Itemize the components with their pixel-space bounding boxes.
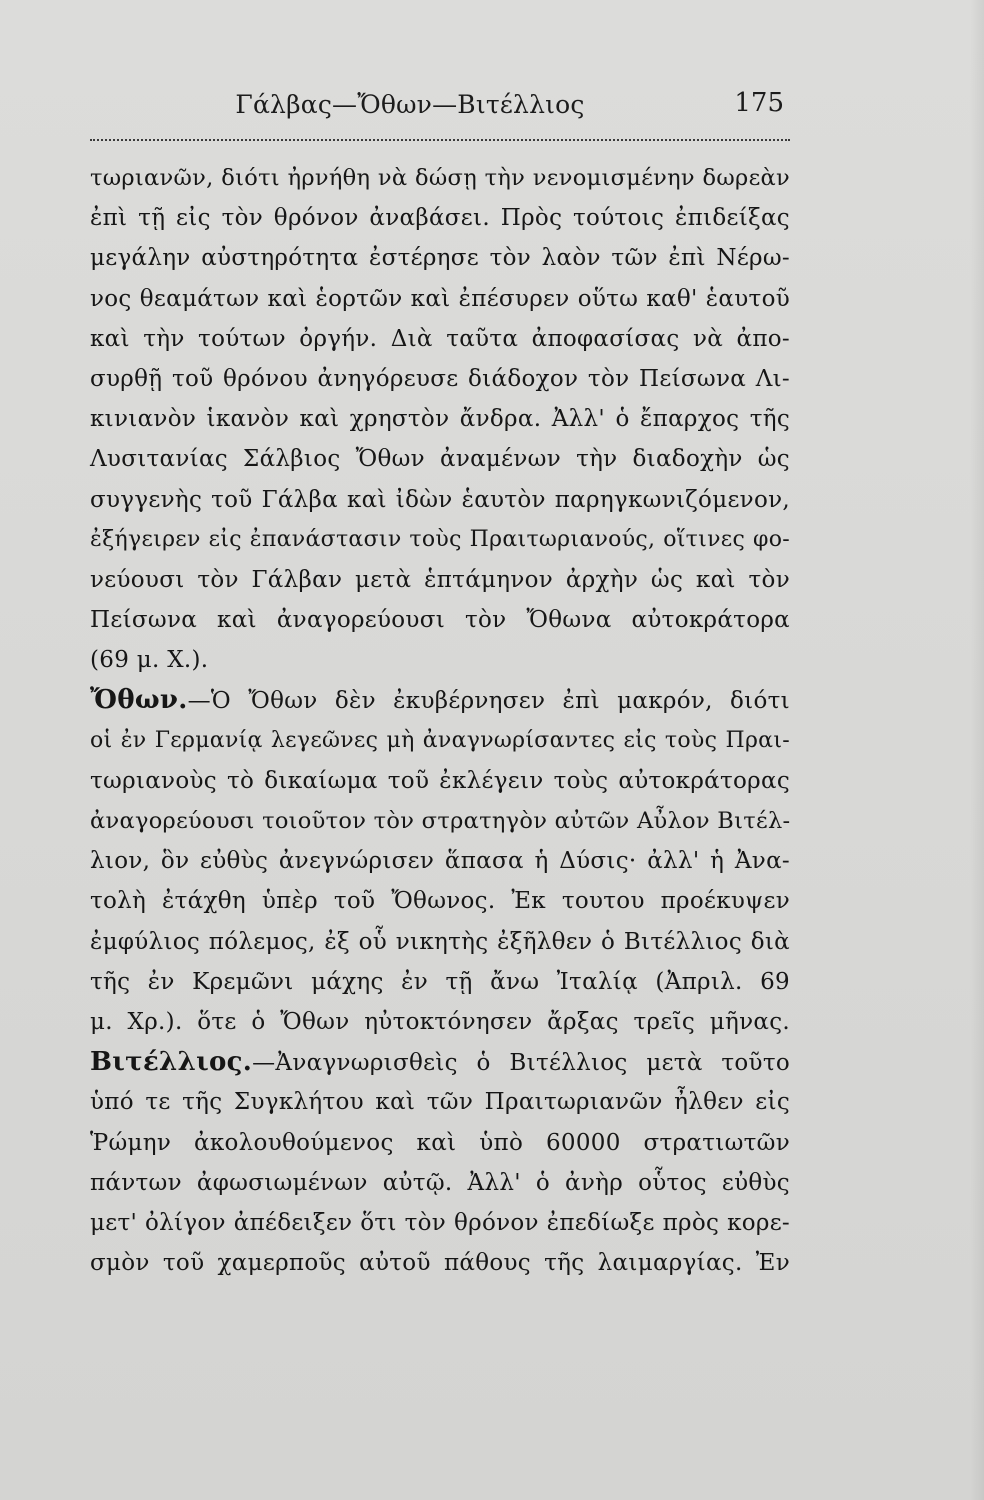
section-heading-vitellius: Βιτέλλιος. — [90, 1047, 253, 1078]
text-line: νος θεαμάτων καὶ ἑορτῶν καὶ ἐπέσυρεν οὕτω καθ' ἑαυτοῦ — [90, 285, 790, 312]
page-edge-shadow — [970, 0, 984, 1500]
running-title: Γάλβας—Ὄθων—Βιτέλλιος — [235, 90, 585, 119]
text-line: μεγάλην αὐστηρότητα ἐστέρησε τὸν λαὸν τῶν ἐπὶ Νέρω- — [90, 245, 790, 272]
text-line: πάντων ἀφωσιωμένων αὐτῷ. Ἀλλ' ὁ ἀνὴρ οὗτος εὐθὺς — [90, 1169, 790, 1196]
page-number: 175 — [734, 88, 784, 118]
text-line: Ῥώμην ἀκολουθούμενος καὶ ὑπὸ 60000 στρατιωτῶν — [90, 1129, 790, 1156]
header-dotted-rule — [90, 139, 790, 141]
body-text — [90, 158, 790, 1283]
text-line: ὑπό τε τῆς Συγκλήτου καὶ τῶν Πραιτωριανῶν ἦλθεν εἰς — [90, 1089, 790, 1116]
text-line: ἐμφύλιος πόλεμος, ἐξ οὗ νικητὴς ἐξῆλθεν ὁ Βιτέλλιος διὰ — [90, 928, 790, 955]
text-line: τωριανῶν, διότι ἠρνήθη νὰ δώσῃ τὴν νενομισμένην δωρεὰν — [90, 165, 790, 191]
text-line: τῆς ἐν Κρεμῶνι μάχης ἐν τῇ ἄνω Ἰταλίᾳ (Ἀπριλ. 69 — [90, 968, 790, 995]
text-line: (69 μ. Χ.). — [90, 647, 209, 674]
running-head — [90, 86, 790, 126]
text-line: Λυσιτανίας Σάλβιος Ὄθων ἀναμένων τὴν διαδοχὴν ὡς — [90, 446, 790, 473]
text-line: λιον, ὃν εὐθὺς ἀνεγνώρισεν ἅπασα ἡ Δύσις· ἀλλ' ἡ Ἀνα- — [90, 848, 790, 875]
text-line: ἐπὶ τῇ εἰς τὸν θρόνον ἀναβάσει. Πρὸς τούτοις ἐπιδείξας — [90, 205, 790, 232]
text-line: μ. Χρ.). ὅτε ὁ Ὄθων ηὐτοκτόνησεν ἄρξας τρεῖς μῆνας. — [90, 1008, 790, 1035]
section-heading-othon: Ὄθων. — [90, 685, 188, 716]
text-line: Βιτέλλιος.—Ἀναγνωρισθεὶς ὁ Βιτέλλιος μετὰ τοῦτο — [90, 1047, 790, 1078]
text-line: καὶ τὴν τούτων ὀργήν. Διὰ ταῦτα ἀποφασίσας νὰ ἀπο- — [90, 325, 790, 352]
text-line: ἀναγορεύουσι τοιοῦτον τὸν στρατηγὸν αὐτῶν Αὖλον Βιτέλ- — [90, 808, 791, 834]
text-line: τολὴ ἐτάχθη ὑπὲρ τοῦ Ὄθωνος. Ἐκ τουτου προέκυψεν — [90, 888, 790, 915]
text-line: σμὸν τοῦ χαμερποῦς αὐτοῦ πάθους τῆς λαιμαργίας. Ἐν — [90, 1250, 790, 1277]
text-line: Ὄθων.—Ὁ Ὄθων δὲν ἐκυβέρνησεν ἐπὶ μακρόν, διότι — [90, 685, 790, 716]
text-line: οἱ ἐν Γερμανίᾳ λεγεῶνες μὴ ἀναγνωρίσαντες εἰς τοὺς Πραι- — [90, 727, 790, 753]
text-line: μετ' ὀλίγον ἀπέδειξεν ὅτι τὸν θρόνον ἐπεδίωξε πρὸς κορε- — [90, 1209, 790, 1236]
text-line: ἐξήγειρεν εἰς ἐπανάστασιν τοὺς Πραιτωριανούς, οἵτινες φο- — [90, 526, 790, 552]
text-line: τωριανοὺς τὸ δικαίωμα τοῦ ἐκλέγειν τοὺς αὐτοκράτορας — [90, 767, 790, 794]
text-line: κινιανὸν ἱκανὸν καὶ χρηστὸν ἄνδρα. Ἀλλ' ὁ ἔπαρχος τῆς — [90, 406, 790, 433]
text-line: συρθῇ τοῦ θρόνου ἀνηγόρευσε διάδοχον τὸν Πείσωνα Λι- — [90, 365, 790, 392]
text-line: νεύουσι τὸν Γάλβαν μετὰ ἑπτάμηνον ἀρχὴν ὡς καὶ τὸν — [90, 566, 790, 593]
text-line: συγγενὴς τοῦ Γάλβα καὶ ἰδὼν ἑαυτὸν παρηγκωνιζόμενον, — [90, 486, 790, 513]
text-line: Πείσωνα καὶ ἀναγορεύουσι τὸν Ὄθωνα αὐτοκράτορα — [90, 607, 790, 634]
